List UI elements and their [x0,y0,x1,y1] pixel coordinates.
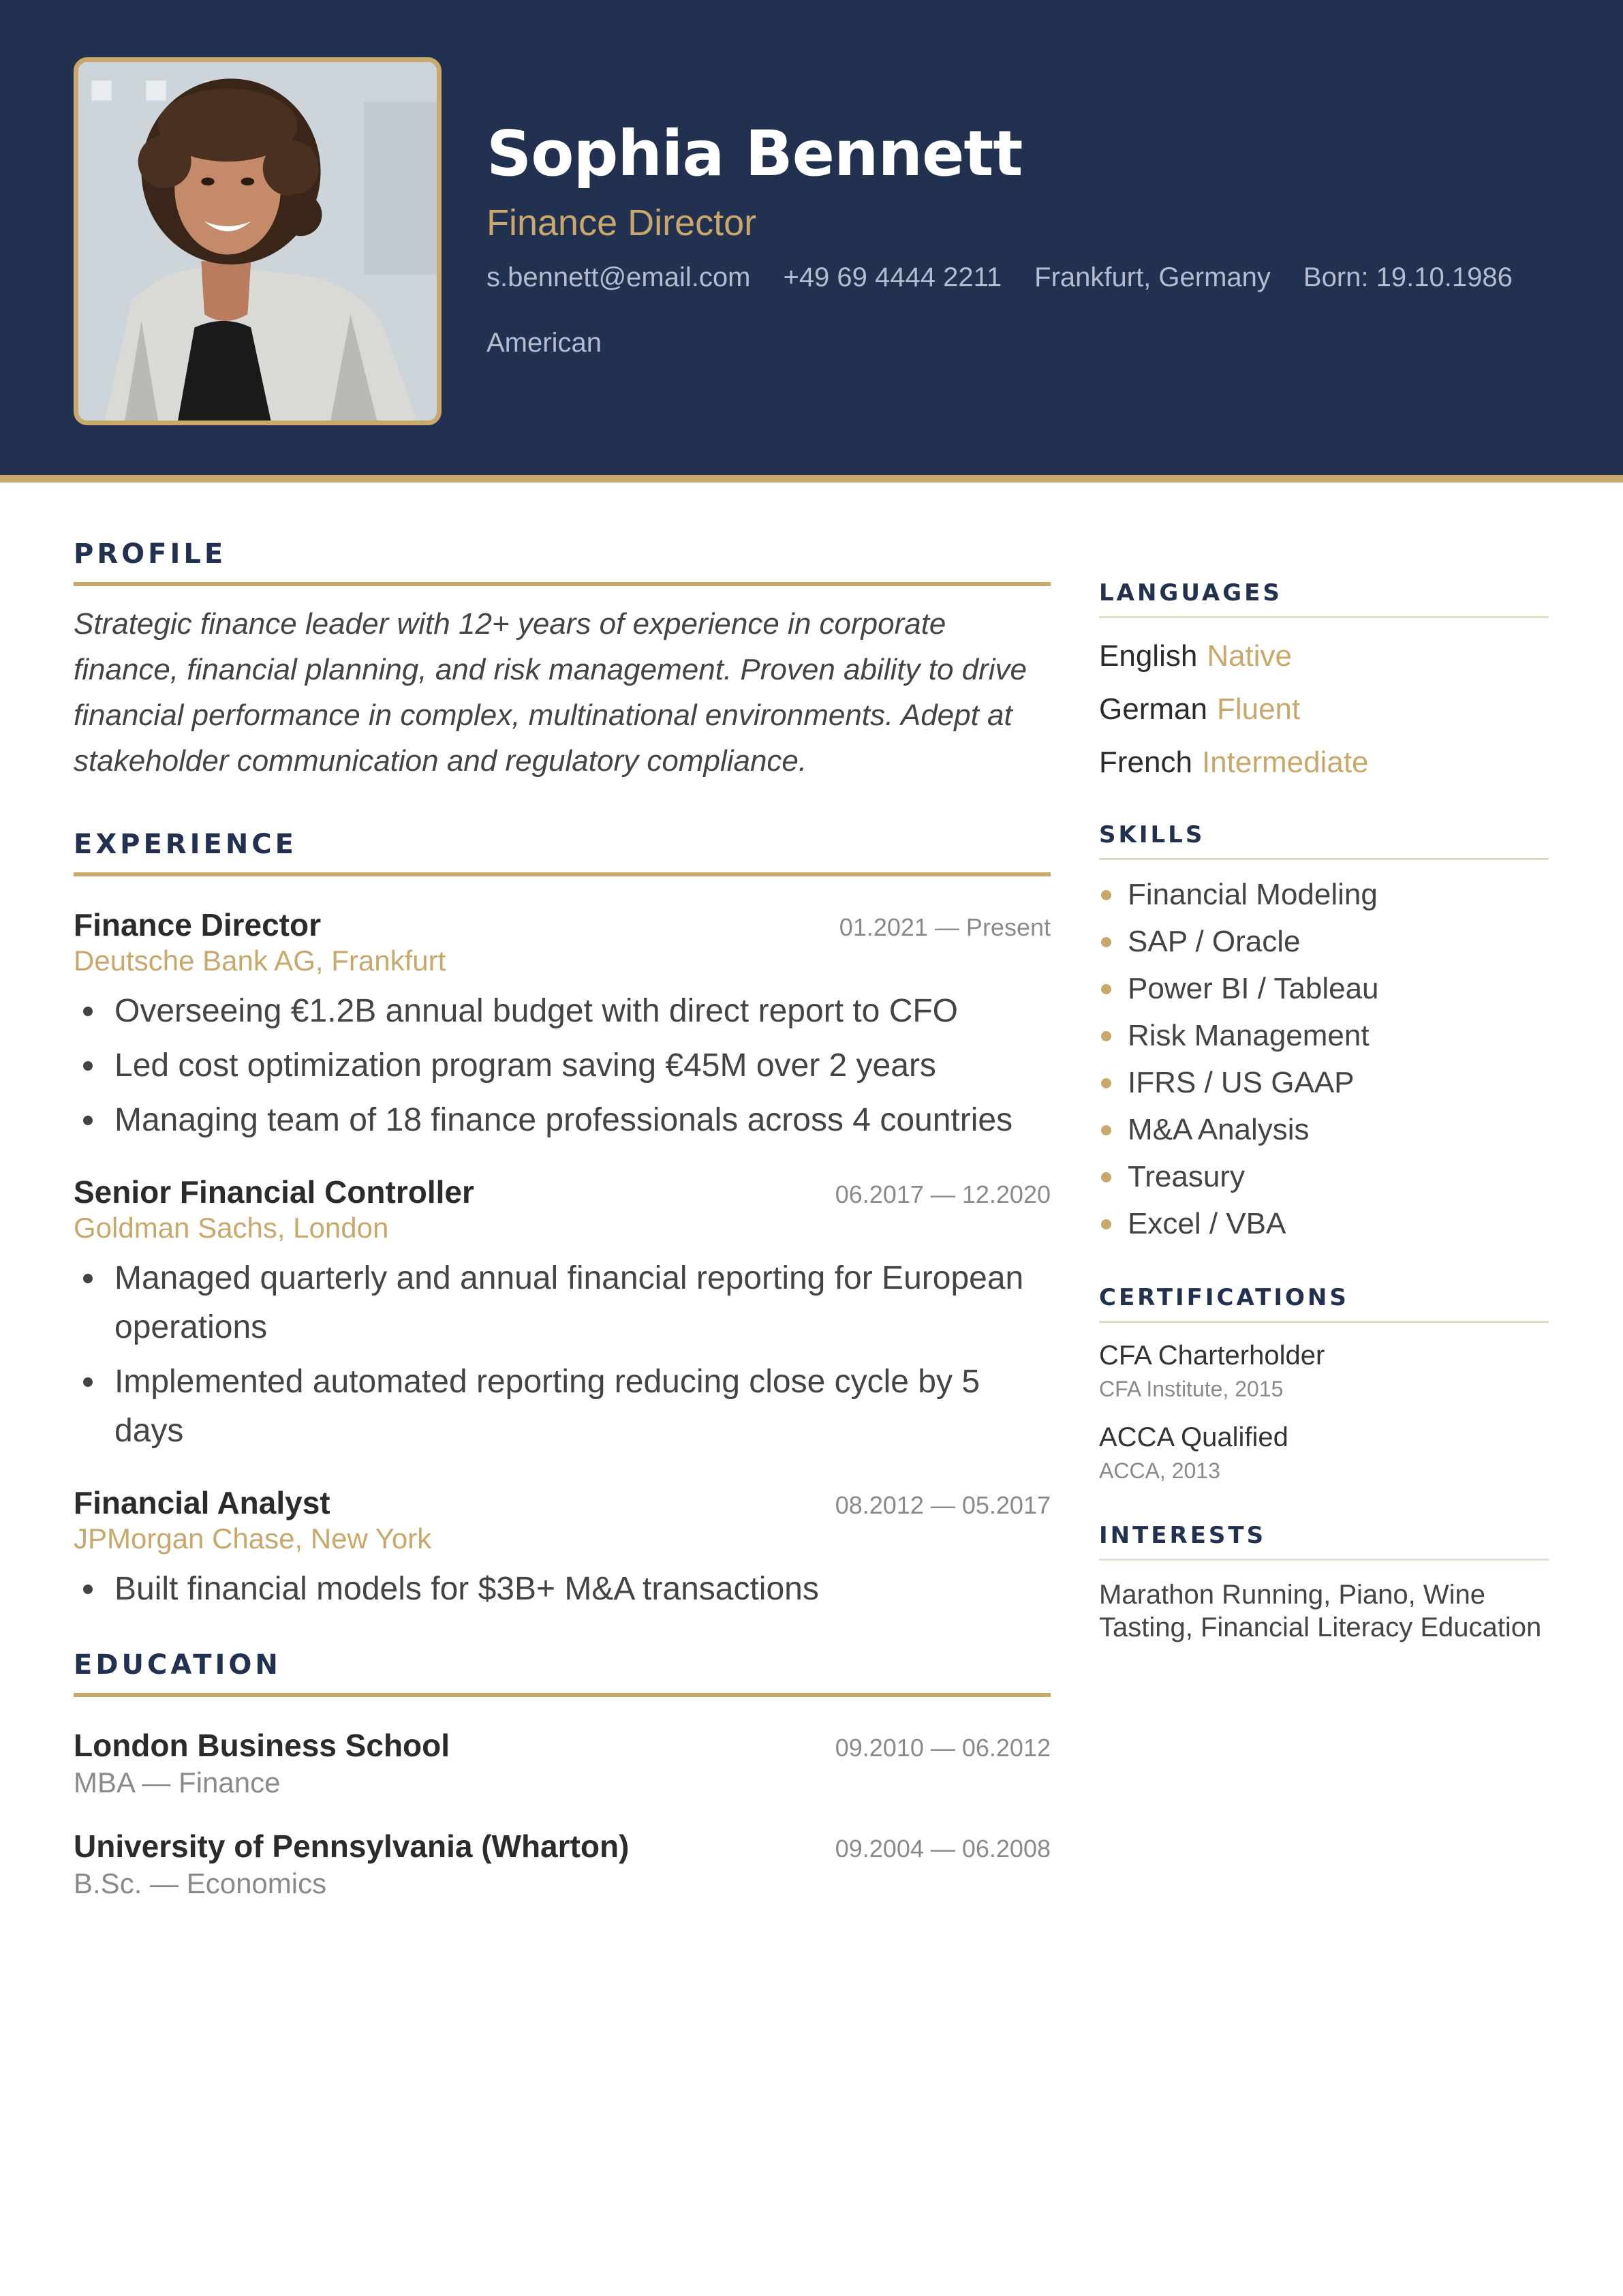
language-name: French [1099,746,1192,779]
bullet-dot-icon [83,1116,93,1125]
education-section [74,1649,1051,1900]
job-role: Senior Financial Controller [74,1174,474,1210]
profile-heading: PROFILE [74,538,1051,586]
job-bullet: Led cost optimization program saving €45M over 2 years [74,1041,1051,1090]
skills-heading: SKILLS [1099,821,1549,860]
job-bullets [74,987,1051,1145]
sidebar-column [1099,579,1549,1644]
job-bullets [74,1254,1051,1456]
skills-section [1099,821,1549,1247]
profile-photo [74,57,442,425]
job-entry [74,1174,1051,1456]
certification-name: CFA Charterholder [1099,1341,1325,1371]
language-name: German [1099,692,1207,726]
skill-item: Financial Modeling [1099,871,1549,918]
skill-item: Excel / VBA [1099,1200,1549,1247]
bullet-dot-icon [83,1585,93,1594]
header-banner [0,0,1623,483]
education-entry [74,1828,1051,1900]
bullet-dot-icon [83,1377,93,1387]
school-name: London Business School [74,1728,450,1763]
education-dates: 09.2004 — 06.2008 [835,1835,1051,1863]
language-level: Fluent [1216,692,1301,726]
skill-item: M&A Analysis [1099,1106,1549,1153]
degree-text: MBA — Finance [74,1766,281,1798]
interests-text: Marathon Running, Piano, Wine Tasting, Financial Literacy Education [1099,1580,1542,1642]
location-text: Frankfurt, Germany [1034,262,1271,292]
profile-summary: Strategic finance leader with 12+ years of experience in corporate finance, financial planning, and risk management. Proven ability to drive financial performance in complex, multinational environments. Adept at stakeholder communication and regulatory compliance. [74,607,1027,778]
skill-item: Treasury [1099,1153,1549,1200]
language-item [1099,637,1549,675]
bullet-dot-icon [83,1061,93,1071]
experience-section [74,829,1051,1614]
language-item [1099,690,1549,729]
contact-info [486,262,1563,358]
language-level: Native [1207,639,1293,673]
job-bullets [74,1565,1051,1614]
job-bullet: Managing team of 18 finance professionals across 4 countries [74,1096,1051,1145]
email-text[interactable]: s.bennett@email.com [486,262,751,292]
skill-item: Power BI / Tableau [1099,965,1549,1012]
job-dates: 08.2012 — 05.2017 [835,1491,1051,1519]
skill-dot-icon [1101,1078,1111,1088]
experience-heading: EXPERIENCE [74,829,1051,876]
languages-heading: LANGUAGES [1099,579,1549,618]
school-name: University of Pennsylvania (Wharton) [74,1828,630,1864]
language-item [1099,744,1549,782]
skill-item: IFRS / US GAAP [1099,1059,1549,1106]
education-dates: 09.2010 — 06.2012 [835,1734,1051,1762]
interests-heading: INTERESTS [1099,1522,1549,1561]
skill-dot-icon [1101,1031,1111,1041]
job-bullet: Built financial models for $3B+ M&A transactions [74,1565,1051,1614]
certifications-section [1099,1284,1549,1484]
job-dates: 06.2017 — 12.2020 [835,1180,1051,1208]
skill-item: SAP / Oracle [1099,918,1549,965]
skill-dot-icon [1101,937,1111,947]
certification-issuer: CFA Institute, 2015 [1099,1377,1284,1401]
job-role: Finance Director [74,907,321,943]
skill-dot-icon [1101,1219,1111,1229]
main-column [74,538,1051,1900]
languages-section [1099,579,1549,782]
job-entry [74,906,1051,1145]
bullet-dot-icon [83,1274,93,1283]
bullet-dot-icon [83,1007,93,1016]
language-name: English [1099,639,1198,673]
job-bullet: Overseeing €1.2B annual budget with direct report to CFO [74,987,1051,1036]
certification-name: ACCA Qualified [1099,1422,1288,1452]
language-level: Intermediate [1201,746,1369,779]
job-company: JPMorgan Chase, New York [74,1522,432,1555]
job-company: Goldman Sachs, London [74,1212,389,1244]
candidate-name: Sophia Bennett [486,117,1023,190]
phone-text[interactable]: +49 69 4444 2211 [783,262,1002,292]
skill-dot-icon [1101,984,1111,994]
skill-dot-icon [1101,1172,1111,1182]
job-dates: 01.2021 — Present [839,913,1051,941]
profile-section [74,538,1051,784]
job-company: Deutsche Bank AG, Frankfurt [74,945,446,977]
job-title: Finance Director [486,202,757,243]
job-entry [74,1484,1051,1614]
nationality-text: American [486,328,602,358]
degree-text: B.Sc. — Economics [74,1867,327,1899]
skill-item: Risk Management [1099,1012,1549,1059]
interests-section [1099,1522,1549,1644]
birthdate-text: Born: 19.10.1986 [1303,262,1513,292]
education-entry [74,1727,1051,1799]
job-bullet: Implemented automated reporting reducing close cycle by 5 days [74,1358,1051,1456]
skill-dot-icon [1101,890,1111,900]
skill-dot-icon [1101,1125,1111,1135]
certification-issuer: ACCA, 2013 [1099,1458,1220,1483]
certifications-heading: CERTIFICATIONS [1099,1284,1549,1323]
job-bullet: Managed quarterly and annual financial reporting for European operations [74,1254,1051,1352]
education-heading: EDUCATION [74,1649,1051,1697]
job-role: Financial Analyst [74,1485,330,1520]
